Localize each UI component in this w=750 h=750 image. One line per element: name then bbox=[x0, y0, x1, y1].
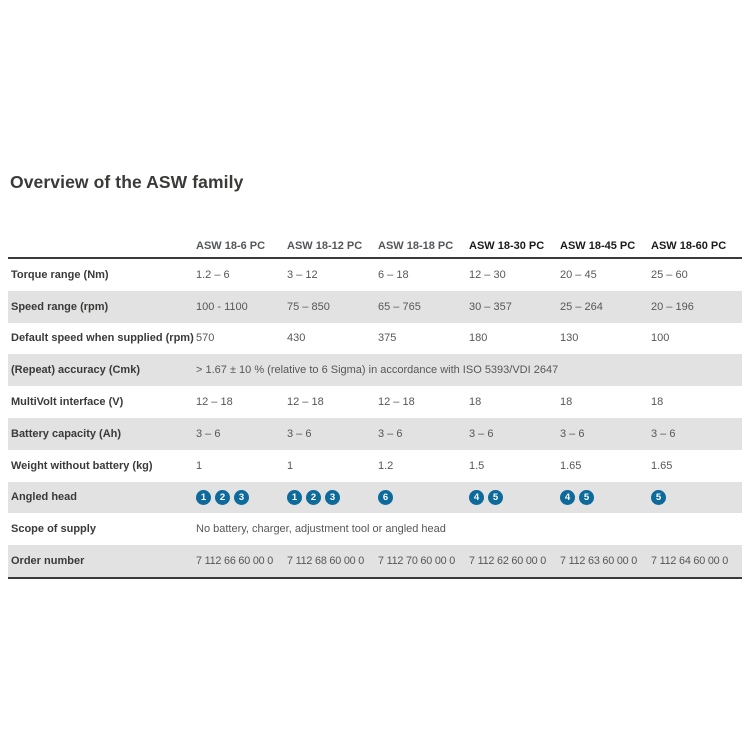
row-label: Speed range (rpm) bbox=[11, 300, 109, 313]
table-cell: 100 bbox=[651, 332, 670, 345]
table-row-torque-range bbox=[8, 259, 742, 291]
row-label: Order number bbox=[11, 555, 85, 568]
angled-head-badge: 4 bbox=[560, 490, 575, 505]
table-cell: 3 – 6 bbox=[651, 427, 676, 440]
table-cell: 570 bbox=[196, 332, 215, 345]
column-header-asw-18-45: ASW 18-45 PC bbox=[560, 239, 636, 252]
table-cell-badges bbox=[196, 490, 287, 505]
table-header-row bbox=[8, 234, 742, 257]
angled-head-badge: 1 bbox=[287, 490, 302, 505]
table-cell-badges bbox=[560, 490, 651, 505]
table-cell: 3 – 6 bbox=[469, 427, 494, 440]
table-bottom-border bbox=[8, 577, 742, 579]
table-cell: 20 – 45 bbox=[560, 268, 597, 281]
row-label: (Repeat) accuracy (Cmk) bbox=[11, 364, 140, 377]
table-cell: 25 – 264 bbox=[560, 300, 603, 313]
row-label: Battery capacity (Ah) bbox=[11, 427, 122, 440]
table-cell: 1.65 bbox=[560, 459, 582, 472]
table-cell: 6 – 18 bbox=[378, 268, 409, 281]
table-body bbox=[8, 259, 742, 577]
table-cell: 7 112 66 60 00 0 bbox=[196, 555, 274, 568]
table-cell: 7 112 68 60 00 0 bbox=[287, 555, 365, 568]
table-cell: 7 112 63 60 00 0 bbox=[560, 555, 638, 568]
table-row-battery-capacity bbox=[8, 418, 742, 450]
table-cell: 18 bbox=[469, 396, 482, 409]
table-cell-badges bbox=[469, 490, 560, 505]
table-cell: 130 bbox=[560, 332, 579, 345]
content-wrap bbox=[8, 172, 742, 579]
table-cell: 20 – 196 bbox=[651, 300, 694, 313]
angled-head-badge: 2 bbox=[306, 490, 321, 505]
table-cell: 1.65 bbox=[651, 459, 673, 472]
table-row-angled-head bbox=[8, 482, 742, 514]
angled-head-badge: 3 bbox=[234, 490, 249, 505]
page-title: Overview of the ASW family bbox=[10, 172, 244, 192]
angled-head-badge: 5 bbox=[651, 490, 666, 505]
column-header-asw-18-12: ASW 18-12 PC bbox=[287, 239, 363, 252]
table-cell: 7 112 70 60 00 0 bbox=[378, 555, 456, 568]
table-cell: 180 bbox=[469, 332, 488, 345]
table-cell: 430 bbox=[287, 332, 306, 345]
column-header-asw-18-18: ASW 18-18 PC bbox=[378, 239, 454, 252]
table-cell: 3 – 6 bbox=[378, 427, 403, 440]
table-row-repeat-accuracy bbox=[8, 354, 742, 386]
row-label: Torque range (Nm) bbox=[11, 268, 109, 281]
row-label: Scope of supply bbox=[11, 523, 96, 536]
angled-head-badge: 2 bbox=[215, 490, 230, 505]
table-cell: 30 – 357 bbox=[469, 300, 512, 313]
table-cell: 12 – 18 bbox=[287, 396, 324, 409]
table-cell-badges bbox=[651, 490, 742, 505]
table-cell: 1 bbox=[287, 459, 294, 472]
column-header-asw-18-60: ASW 18-60 PC bbox=[651, 239, 727, 252]
table-row-order-number bbox=[8, 545, 742, 577]
table-cell: 12 – 30 bbox=[469, 268, 506, 281]
table-row-scope-of-supply bbox=[8, 513, 742, 545]
angled-head-badge: 3 bbox=[325, 490, 340, 505]
column-header-asw-18-6: ASW 18-6 PC bbox=[196, 239, 266, 252]
angled-head-badge: 5 bbox=[488, 490, 503, 505]
table-cell: 12 – 18 bbox=[196, 396, 233, 409]
table-cell-badges bbox=[287, 490, 378, 505]
table-row-speed-range bbox=[8, 291, 742, 323]
table-cell: 3 – 6 bbox=[287, 427, 312, 440]
table-cell-span: > 1.67 ± 10 % (relative to 6 Sigma) in accordance with ISO 5393/VDI 2647 bbox=[196, 364, 559, 377]
table-cell: 18 bbox=[651, 396, 664, 409]
table-cell: 7 112 62 60 00 0 bbox=[469, 555, 547, 568]
table-row-weight bbox=[8, 450, 742, 482]
table-row-default-speed bbox=[8, 323, 742, 355]
table-cell: 3 – 6 bbox=[196, 427, 221, 440]
row-label: Default speed when supplied (rpm) bbox=[11, 332, 194, 345]
row-label: MultiVolt interface (V) bbox=[11, 396, 124, 409]
table-cell: 3 – 12 bbox=[287, 268, 318, 281]
table-cell-badges bbox=[378, 490, 469, 505]
table-cell: 75 – 850 bbox=[287, 300, 330, 313]
table-cell: 1 bbox=[196, 459, 203, 472]
table-cell: 65 – 765 bbox=[378, 300, 421, 313]
table-cell: 1.5 bbox=[469, 459, 485, 472]
angled-head-badge: 5 bbox=[579, 490, 594, 505]
column-header-asw-18-30: ASW 18-30 PC bbox=[469, 239, 545, 252]
angled-head-badge: 6 bbox=[378, 490, 393, 505]
row-label: Angled head bbox=[11, 491, 78, 504]
table-cell: 3 – 6 bbox=[560, 427, 585, 440]
table-cell: 375 bbox=[378, 332, 397, 345]
angled-head-badge: 4 bbox=[469, 490, 484, 505]
angled-head-badge: 1 bbox=[196, 490, 211, 505]
table-cell: 12 – 18 bbox=[378, 396, 415, 409]
table-cell: 1.2 bbox=[378, 459, 394, 472]
table-cell: 1.2 – 6 bbox=[196, 268, 230, 281]
table-row-multivolt-interface bbox=[8, 386, 742, 418]
table-cell: 100 - 1100 bbox=[196, 300, 248, 313]
row-label: Weight without battery (kg) bbox=[11, 459, 153, 472]
table-cell-span: No battery, charger, adjustment tool or angled head bbox=[196, 523, 446, 536]
table-cell: 18 bbox=[560, 396, 573, 409]
table-cell: 25 – 60 bbox=[651, 268, 688, 281]
table-cell: 7 112 64 60 00 0 bbox=[651, 555, 729, 568]
